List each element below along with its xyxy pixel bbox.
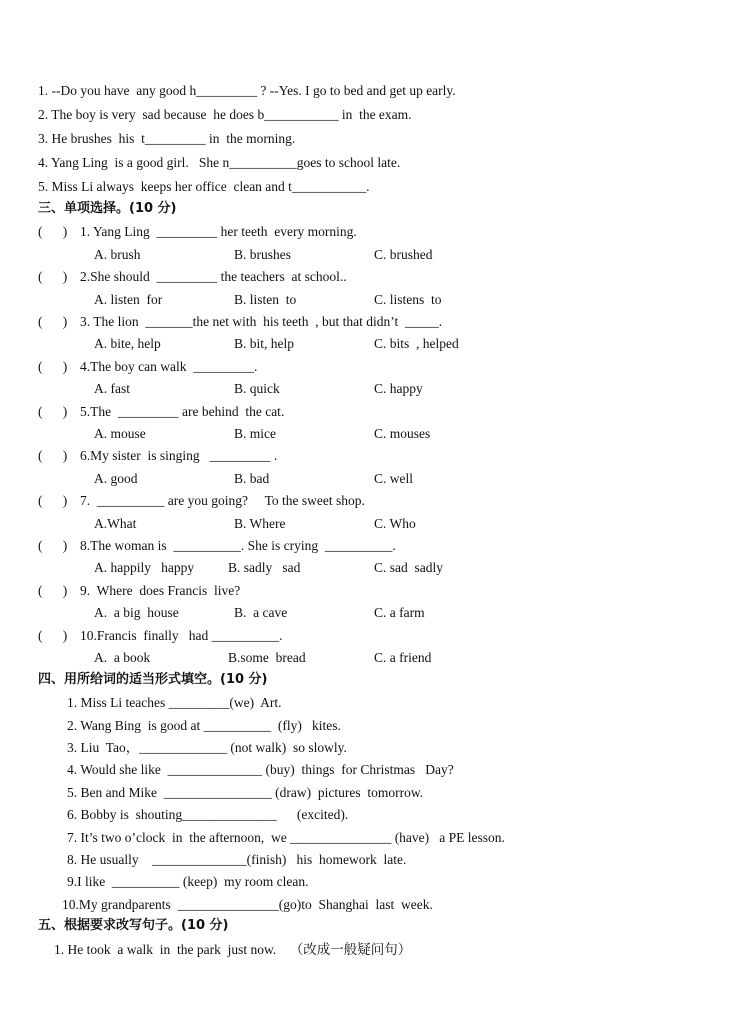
- word-form-item-2: 2. Wang Bing is good at __________ (fly) kites.: [67, 718, 341, 733]
- answer-parenthesis: ( ): [38, 628, 68, 643]
- answer-parenthesis: ( ): [38, 404, 68, 419]
- option-b: B. listen to: [234, 292, 297, 307]
- option-c: C. happy: [374, 381, 423, 396]
- answer-parenthesis: ( ): [38, 224, 68, 239]
- option-a: A. fast: [94, 381, 130, 396]
- option-c: C. brushed: [374, 247, 433, 262]
- answer-parenthesis: ( ): [38, 269, 68, 284]
- answer-parenthesis: ( ): [38, 359, 68, 374]
- option-b: B. bit, help: [234, 336, 294, 351]
- option-a: A. listen for: [94, 292, 163, 307]
- rewrite-item-1: 1. He took a walk in the park just now. （改成一般疑问句）: [54, 942, 412, 957]
- question-stem: 5.The _________ are behind the cat.: [80, 404, 285, 419]
- question-stem: 8.The woman is __________. She is crying __________.: [80, 538, 396, 553]
- question-stem: 10.Francis finally had __________.: [80, 628, 283, 643]
- option-a: A. a big house: [94, 605, 179, 620]
- section-four-title: 四、用所给词的适当形式填空。(10 分): [38, 672, 268, 687]
- option-b: B. quick: [234, 381, 280, 396]
- word-form-item-3: 3. Liu Tao，_____________ (not walk) so slowly.: [67, 740, 347, 755]
- option-a: A. mouse: [94, 426, 146, 441]
- option-c: C. a friend: [374, 650, 432, 665]
- answer-parenthesis: ( ): [38, 583, 68, 598]
- word-form-item-8: 8. He usually ______________(finish) his homework late.: [67, 852, 407, 867]
- question-stem: 2.She should _________ the teachers at school..: [80, 269, 347, 284]
- word-form-item-7: 7. It’s two o’clock in the afternoon, we _______________ (have) a PE lesson.: [67, 830, 505, 845]
- option-c: C. listens to: [374, 292, 442, 307]
- question-stem: 6.My sister is singing _________ .: [80, 448, 278, 463]
- option-b: B. sadly sad: [228, 560, 301, 575]
- option-b: B.some bread: [228, 650, 306, 665]
- section-five-title: 五、根据要求改写句子。(10 分): [38, 918, 229, 933]
- fill-blank-item-1: 1. --Do you have any good h_________ ? --Yes. I go to bed and get up early.: [38, 83, 456, 98]
- answer-parenthesis: ( ): [38, 448, 68, 463]
- word-form-item-9: 9.I like __________ (keep) my room clean.: [67, 874, 309, 889]
- answer-parenthesis: ( ): [38, 314, 68, 329]
- section-three-title: 三、单项选择。(10 分): [38, 201, 177, 216]
- option-c: C. well: [374, 471, 413, 486]
- option-b: B. a cave: [234, 605, 288, 620]
- question-stem: 4.The boy can walk _________.: [80, 359, 258, 374]
- question-stem: 1. Yang Ling _________ her teeth every morning.: [80, 224, 357, 239]
- answer-parenthesis: ( ): [38, 538, 68, 553]
- option-b: B. mice: [234, 426, 276, 441]
- option-c: C. Who: [374, 516, 416, 531]
- option-a: A. good: [94, 471, 138, 486]
- word-form-item-4: 4. Would she like ______________ (buy) things for Christmas Day?: [67, 762, 454, 777]
- option-c: C. mouses: [374, 426, 431, 441]
- question-stem: 7. __________ are you going? To the sweet shop.: [80, 493, 365, 508]
- word-form-item-6: 6. Bobby is shouting______________ (excited).: [67, 807, 349, 822]
- answer-parenthesis: ( ): [38, 493, 68, 508]
- option-a: A.What: [94, 516, 137, 531]
- word-form-item-10: 10.My grandparents _______________(go)to Shanghai last week.: [62, 897, 433, 912]
- question-stem: 9. Where does Francis live?: [80, 583, 241, 598]
- option-b: B. bad: [234, 471, 270, 486]
- option-a: A. brush: [94, 247, 141, 262]
- option-c: C. a farm: [374, 605, 425, 620]
- question-stem: 3. The lion _______the net with his teeth , but that didn’t _____.: [80, 314, 443, 329]
- option-a: A. happily happy: [94, 560, 195, 575]
- word-form-item-5: 5. Ben and Mike ________________ (draw) pictures tomorrow.: [67, 785, 424, 800]
- option-a: A. a book: [94, 650, 151, 665]
- word-form-item-1: 1. Miss Li teaches _________(we) Art.: [67, 695, 282, 710]
- option-c: C. bits , helped: [374, 336, 459, 351]
- fill-blank-item-5: 5. Miss Li always keeps her office clean and t___________.: [38, 179, 370, 194]
- fill-blank-item-4: 4. Yang Ling is a good girl. She n__________goes to school late.: [38, 155, 401, 170]
- option-a: A. bite, help: [94, 336, 161, 351]
- option-c: C. sad sadly: [374, 560, 443, 575]
- option-b: B. brushes: [234, 247, 291, 262]
- fill-blank-item-2: 2. The boy is very sad because he does b___________ in the exam.: [38, 107, 412, 122]
- fill-blank-item-3: 3. He brushes his t_________ in the morning.: [38, 131, 296, 146]
- option-b: B. Where: [234, 516, 286, 531]
